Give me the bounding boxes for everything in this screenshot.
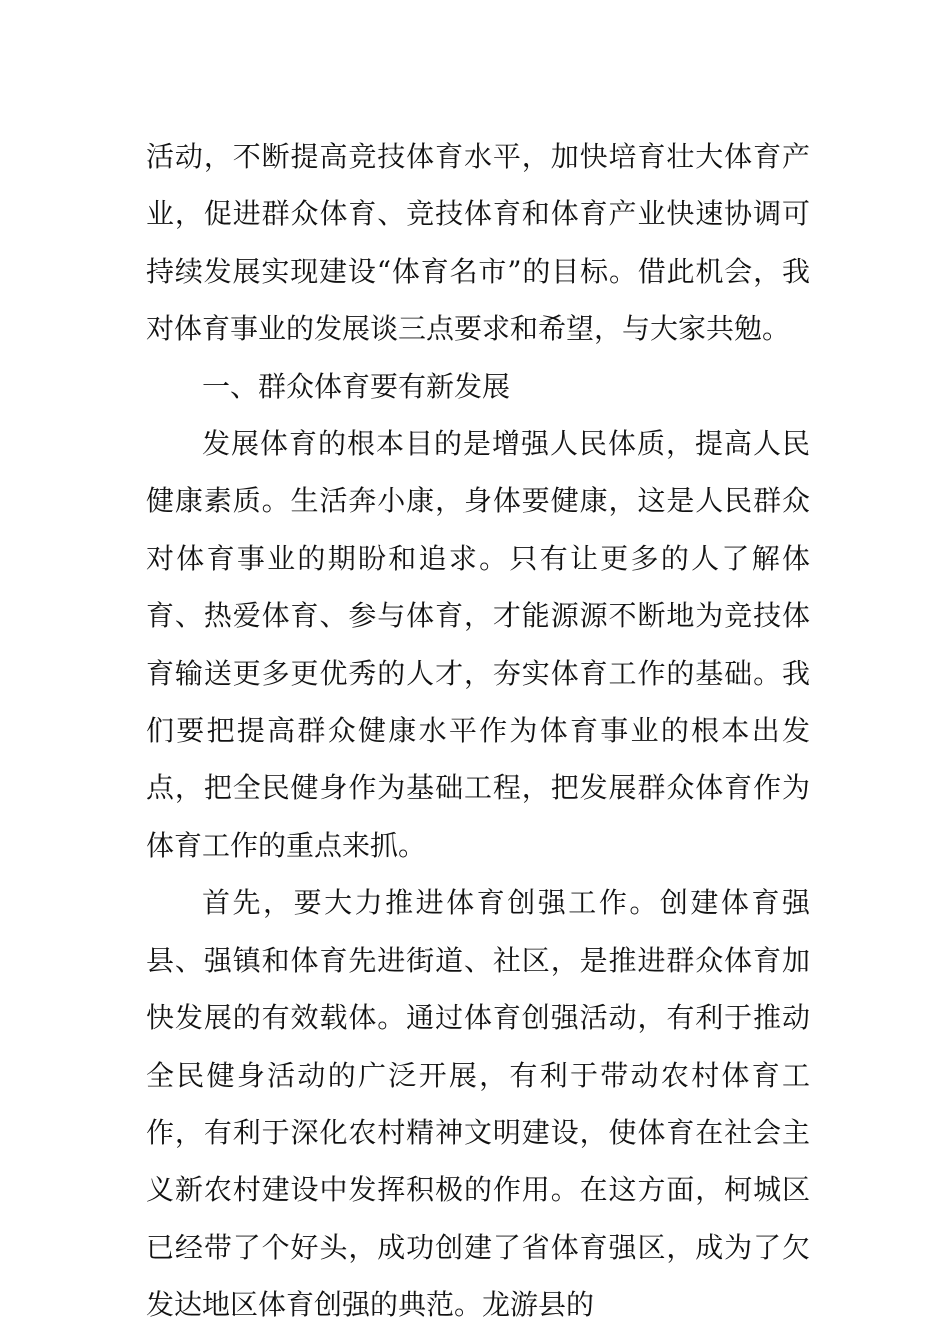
section-heading: 一、群众体育要有新发展 bbox=[202, 369, 511, 403]
document-page bbox=[146, 128, 810, 1334]
body-paragraph-continuation: 活动，不断提高竞技体育水平，加快培育壮大体育产业，促进群众体育、竞技体育和体育产业快速协调可持续发展实现建设“体育名市”的目标。借此机会，我对体育事业的发展谈三点要求和希望，与大家共勉。 bbox=[146, 140, 810, 346]
body-paragraph: 首先，要大力推进体育创强工作。创建体育强县、强镇和体育先进街道、社区，是推进群众体育加快发展的有效载体。通过体育创强活动，有利于推动全民健身活动的广泛开展，有利于带动农村体育工作，有利于深化农村精神文明建设，使体育在社会主义新农村建设中发挥积极的作用。在这方面，柯城区已经带了个好头，成功创建了省体育强区，成为了欠发达地区体育创强的典范。龙游县的 bbox=[146, 886, 810, 1322]
body-paragraph: 发展体育的根本目的是增强人民体质，提高人民健康素质。生活奔小康，身体要健康，这是人民群众对体育事业的期盼和追求。只有让更多的人了解体育、热爱体育、参与体育，才能源源不断地为竞技体育输送更多更优秀的人才，夯实体育工作的基础。我们要把提高群众健康水平作为体育事业的根本出发点，把全民健身作为基础工程，把发展群众体育作为体育工作的重点来抓。 bbox=[146, 427, 810, 862]
